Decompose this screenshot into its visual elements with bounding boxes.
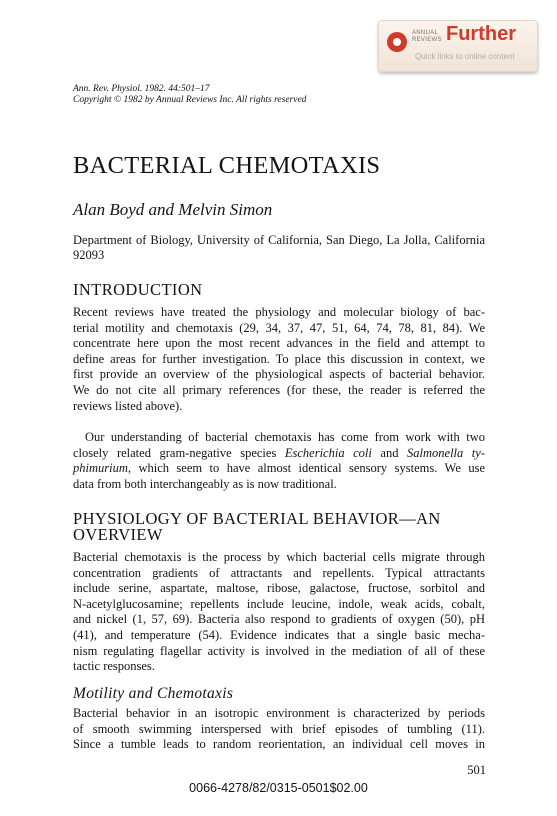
text-line: Bacterial behavior in an isotropic environment is characterized by periods bbox=[73, 706, 485, 720]
introduction-paragraph-1 bbox=[73, 305, 485, 414]
introduction-paragraph-2 bbox=[73, 430, 485, 492]
text-line: (41), and temperature (54). Evidence indicates that a single basic mecha- bbox=[73, 627, 485, 642]
text-line: concentrate here upon the most recent advances in the field and attempt to bbox=[73, 336, 485, 351]
text-fragment: which seem to have almost identical sensory systems. We use bbox=[131, 461, 485, 476]
text-line: Bacterial chemotaxis is the process by which bacterial cells migrate through bbox=[73, 550, 485, 564]
text-line: first provide an overview of the physiological aspects of bacterial behavior. bbox=[73, 367, 485, 382]
physiology-paragraph-1 bbox=[73, 550, 485, 675]
text-line: We do not cite all primary references (for these, the reader is referred the bbox=[73, 382, 485, 397]
page-number: 501 bbox=[467, 763, 486, 777]
text-line: reviews listed above). bbox=[73, 398, 183, 413]
further-brand-line1: ANNUAL bbox=[412, 30, 439, 36]
copyright-notice: Copyright © 1982 by Annual Reviews Inc. All rights reserved bbox=[73, 95, 307, 105]
further-brand-text bbox=[412, 30, 442, 44]
text-line: define areas for further investigation. To place this discussion in context, we bbox=[73, 351, 485, 366]
text-fragment: closely related gram-negative species bbox=[73, 445, 285, 460]
text-line bbox=[73, 461, 485, 477]
text-line: and nickel (1, 57, 69). Bacteria also respond to gradients of oxygen (50), pH bbox=[73, 612, 485, 627]
text-line: terial motility and chemotaxis (29, 34, 37, 47, 51, 64, 74, 78, 81, 84). We bbox=[73, 320, 485, 335]
text-fragment: and bbox=[371, 445, 408, 460]
journal-reference: Ann. Rev. Physiol. 1982. 44:501–17 bbox=[73, 84, 210, 94]
species-name: Salmonella ty- bbox=[407, 445, 485, 460]
species-name: Escherichia coli bbox=[284, 445, 372, 460]
article-title: BACTERIAL CHEMOTAXIS bbox=[73, 152, 381, 179]
further-brand-line2: REVIEWS bbox=[412, 37, 442, 43]
author-affiliation bbox=[73, 233, 485, 263]
annual-reviews-logo-icon bbox=[387, 32, 407, 52]
text-line: concentration gradients of attractants and repellents. Typical attractants bbox=[73, 565, 485, 580]
section-heading-physiology: PHYSIOLOGY OF BACTERIAL BEHAVIOR—AN OVERVIEW bbox=[73, 509, 441, 544]
further-title[interactable]: Further bbox=[446, 23, 516, 45]
text-line: include serine, aspartate, maltose, ribose, galactose, fructose, sorbitol and bbox=[73, 581, 485, 596]
text-line: nism regulating flagellar activity is involved in the mediation of all of these bbox=[73, 643, 485, 658]
further-subtitle[interactable]: Quick links to online content bbox=[415, 52, 515, 61]
text-line: Since a tumble leads to random reorientation, an individual cell moves in bbox=[73, 737, 485, 752]
text-line: of smooth swimming interspersed with brief episodes of tumbling (11). bbox=[73, 721, 485, 736]
motility-paragraph-1 bbox=[73, 706, 485, 753]
issn-code: 0066-4278/82/0315-0501$02.00 bbox=[189, 781, 368, 795]
text-line: N-acetylglucosamine; repellents include leucine, indole, weak acids, cobalt, bbox=[73, 596, 485, 611]
text-line: Recent reviews have treated the physiology and molecular biology of bac- bbox=[73, 305, 485, 319]
text-line: data from both interchangeably as is now traditional. bbox=[73, 476, 337, 491]
further-banner[interactable] bbox=[378, 20, 538, 72]
text-line: Our understanding of bacterial chemotaxis has come from work with two bbox=[85, 430, 485, 444]
text-line: tactic responses. bbox=[73, 659, 155, 674]
subsection-heading-motility: Motility and Chemotaxis bbox=[73, 685, 234, 702]
section-heading-introduction: INTRODUCTION bbox=[73, 280, 203, 299]
article-authors: Alan Boyd and Melvin Simon bbox=[73, 200, 273, 219]
affiliation-line: Department of Biology, University of California, San Diego, La Jolla, California bbox=[73, 233, 485, 247]
text-line bbox=[73, 446, 485, 462]
species-name: phimurium, bbox=[73, 461, 131, 476]
affiliation-line: 92093 bbox=[73, 248, 105, 262]
